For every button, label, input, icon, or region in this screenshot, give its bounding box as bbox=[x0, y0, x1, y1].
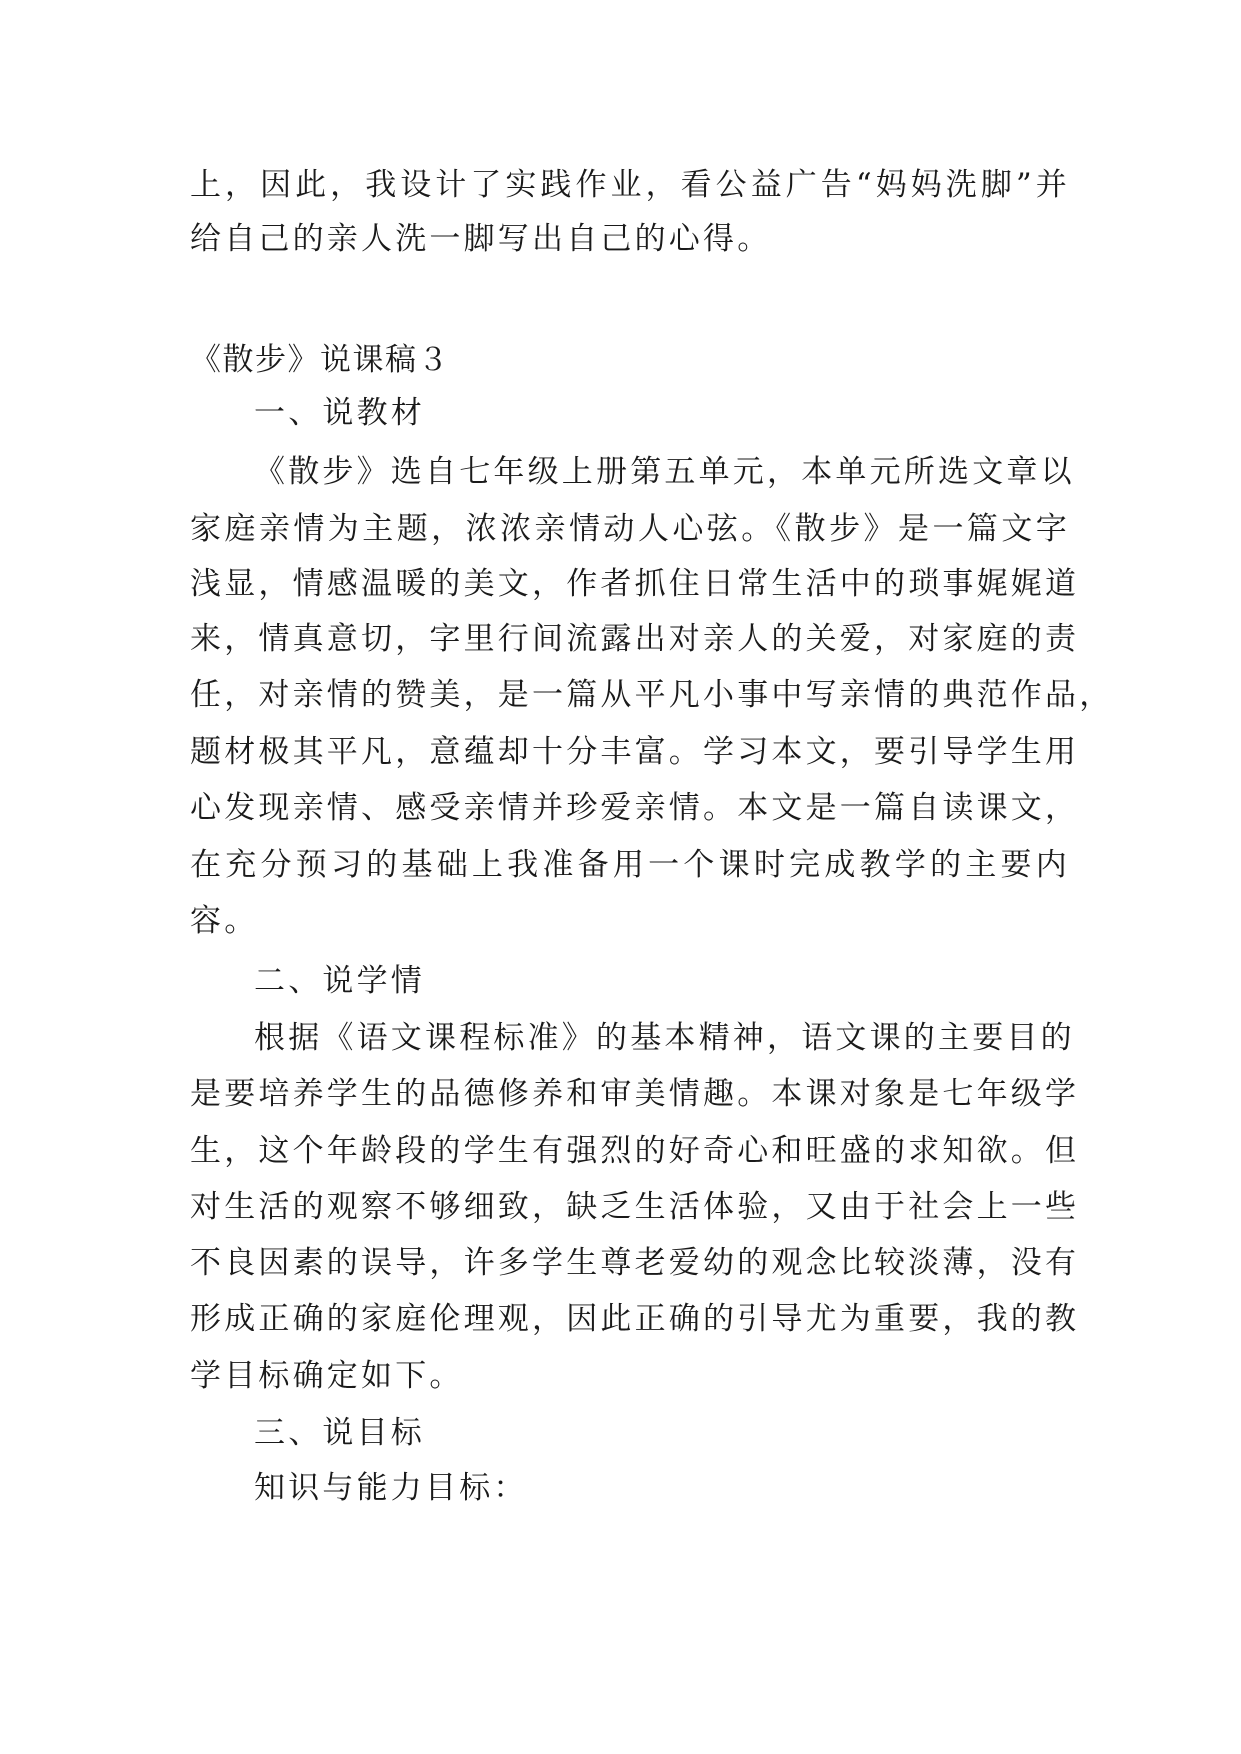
paragraph-line: 容。 bbox=[190, 903, 259, 939]
heading-teaching-material: 一、说教材 bbox=[254, 395, 425, 431]
paragraph-line: 是要培养学生的品德修养和审美情趣。本课对象是七年级学 bbox=[190, 1076, 1080, 1112]
paragraph-line: 生，这个年龄段的学生有强烈的好奇心和旺盛的求知欲。但 bbox=[190, 1133, 1080, 1169]
paragraph-line: 学目标确定如下。 bbox=[190, 1358, 464, 1394]
paragraph-line: 任，对亲情的赞美，是一篇从平凡小事中写亲情的典范作品， bbox=[190, 677, 1114, 713]
paragraph-line: 在充分预习的基础上我准备用一个课时完成教学的主要内 bbox=[190, 847, 1070, 883]
paragraph-line: 知识与能力目标： bbox=[254, 1470, 528, 1506]
paragraph-line: 题材极其平凡，意蕴却十分丰富。学习本文，要引导学生用 bbox=[190, 734, 1080, 770]
paragraph-line: 根据《语文课程标准》的基本精神，语文课的主要目的 bbox=[254, 1020, 1075, 1056]
paragraph-line: 来，情真意切，字里行间流露出对亲人的关爱，对家庭的责 bbox=[190, 621, 1080, 657]
paragraph-line: 对生活的观察不够细致，缺乏生活体验，又由于社会上一些 bbox=[190, 1189, 1080, 1225]
paragraph-line: 《散步》选自七年级上册第五单元，本单元所选文章以 bbox=[254, 454, 1075, 490]
heading-objectives: 三、说目标 bbox=[254, 1415, 425, 1451]
heading-student-situation: 二、说学情 bbox=[254, 963, 425, 999]
paragraph-line: 上，因此，我设计了实践作业，看公益广告“妈妈洗脚”并 bbox=[190, 167, 1070, 203]
paragraph-line: 给自己的亲人洗一脚写出自己的心得。 bbox=[190, 221, 772, 257]
paragraph-line: 形成正确的家庭伦理观，因此正确的引导尤为重要，我的教 bbox=[190, 1301, 1080, 1337]
paragraph-line: 浅显，情感温暖的美文，作者抓住日常生活中的琐事娓娓道 bbox=[190, 566, 1080, 602]
paragraph-line: 不良因素的误导，许多学生尊老爱幼的观念比较淡薄，没有 bbox=[190, 1245, 1080, 1281]
paragraph-line: 心发现亲情、感受亲情并珍爱亲情。本文是一篇自读课文， bbox=[190, 790, 1080, 826]
paragraph-line: 家庭亲情为主题，浓浓亲情动人心弦。《散步》是一篇文字 bbox=[190, 511, 1070, 547]
section-title: 《散步》说课稿３ bbox=[190, 342, 450, 378]
